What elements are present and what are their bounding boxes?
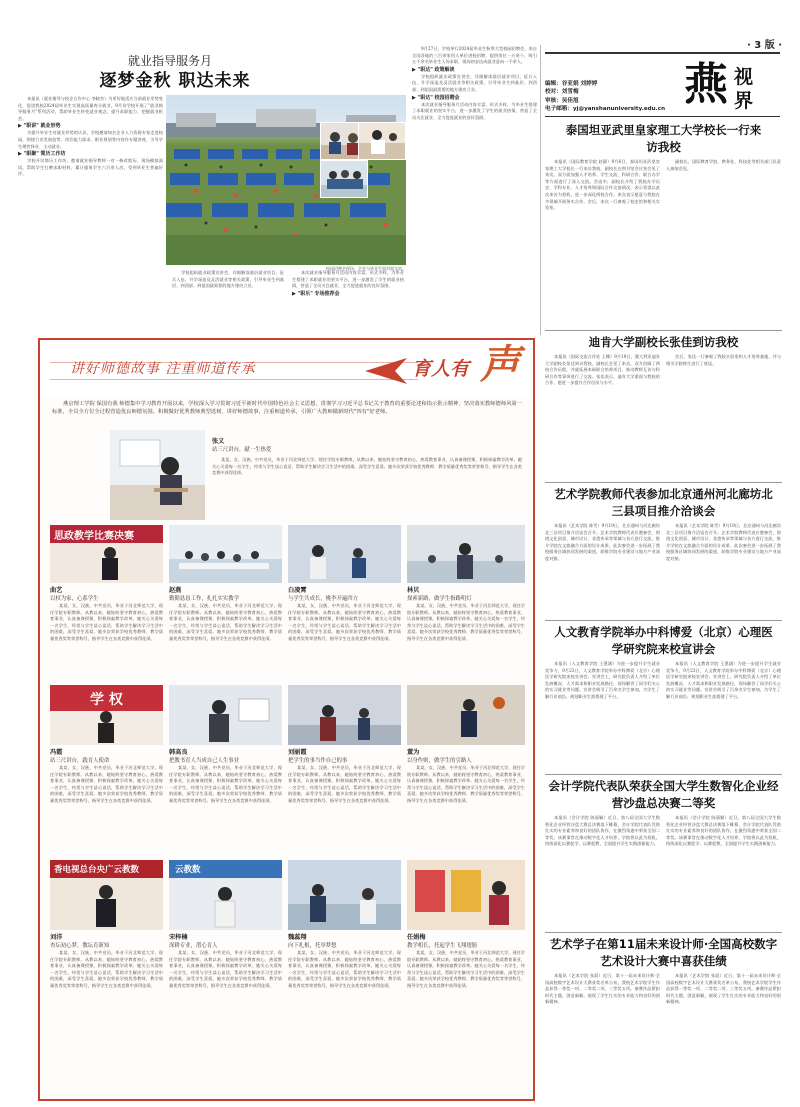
teacher-name-0: 张义 [212, 438, 225, 445]
teacher-photo-bailingxiao [288, 525, 401, 583]
top-story-col2 [172, 270, 284, 328]
teacher-motto-5: 站三尺讲台，践育人使命 [50, 758, 110, 764]
teacher-name-4: 林贝 [407, 587, 420, 594]
bullet-3: ▶ "职达" 政策解读 [412, 66, 455, 73]
teacher-name-8: 董为 [407, 749, 420, 756]
teacher-bio-2: 某某，女，汉族，中共党员，毕业于河北师范大学，现任学院专职教师。从教以来，她始终坚守教育初心，热爱教育事业，认真备课授课，积极探索教学改革。她关心关爱每一名学生，经常与学生谈心谈话，帮助学生解决学习生活中的困难，深受学生喜爱。她多次荣获学校优秀教师、教学质量优秀奖等荣誉称号，指导学生在各类竞赛中获得佳绩。 [169, 603, 282, 641]
teacher-motto-4: 探索新路，做学生指路明灯 [407, 596, 472, 602]
editor-box [545, 80, 685, 114]
teacher-motto-10: 深耕专业，潜心育人 [169, 943, 218, 949]
teacher-name-3: 白凌霄 [288, 587, 307, 594]
news-4-body-b: 本报讯（人文教育学院 王墨涵）为进一步提升学生就业竞争力，9月23日，人文教育学院举办中科博爱（北京）心理医学研究院来校宣讲会。宣讲会上，研究院负责人介绍了单位发展概况、人才需求和职业发展路径，现场解答了同学们关心的实习就业等问题。宣讲会吸引了百余名学生参加，为学生了解行业前沿、规划职业生涯搭建了平台。 [666, 661, 781, 699]
teacher-liuyang [50, 934, 163, 1080]
top-body2: 为提升毕业生对就业形势的认识，学校邀请知名企业人力资源专家走进校园，围绕行业发展趋势、岗位能力需求、职业规划等内容作专题讲座，引导学生理性择业、主动就业。 [18, 130, 163, 149]
teacher-motto-6: 把教书育人当成自己人生事业 [169, 758, 240, 764]
teacher-photo-hangaoliang [169, 685, 282, 745]
teacher-name-10: 宋梓楠 [169, 934, 188, 941]
top-body4: 9月27日，学校举行2024届毕业生秋季大型校园招聘会，来自全国各地的三百余家用人单位进校招聘，提供岗位一万余个，吸引五千余名毕业生入场求职，现场初步达成就业意向一千余人。 [412, 46, 537, 65]
teacher-motto-3: 与学生共成长，桃李开遍四方 [288, 596, 359, 602]
teacher-name-1: 曲艺 [50, 587, 63, 594]
teacher-bio-0: 某某，女，汉族，中共党员，毕业于河北师范大学，现任学院专职教师。从教以来，她始终坚守教育初心，热爱教育事业，认真备课授课，积极探索教学改革。她关心关爱每一名学生，经常与学生谈心谈话，帮助学生解决学习生活中的困难，深受学生喜爱。她多次荣获学校优秀教师、教学质量优秀奖等荣誉称号，指导学生在各类竞赛中获得佳绩。 [212, 457, 522, 476]
teacher-photo-dongwei [407, 685, 525, 745]
feature-title-left: 讲好师德故事 注重师道传承 [70, 361, 256, 377]
teacher-motto-0: 站三尺讲台，献一生热爱 [212, 447, 272, 453]
bullet-4: ▶ "职达" 校园招聘会 [412, 94, 460, 101]
teacher-motto-1: 以权为家，心系学生 [50, 596, 99, 602]
teacher-bailingxiao [288, 587, 401, 675]
photo-banner-3: 香电视总台央广云教数 [54, 865, 140, 875]
news-2-body-b: 会后，张佳一行参观了我校实验室和人才培养基地，并与相关学院师生进行了座谈。 [666, 354, 781, 366]
news-2 [545, 334, 782, 479]
teacher-name-5: 冯霞 [50, 749, 63, 756]
photo-banner-2: 学 权 [90, 692, 123, 708]
logo-char: 燕 [684, 59, 728, 110]
news-6-headline: 艺术学子在第11届未来设计师·全国高校数字艺术设计大赛中喜获佳绩 [549, 937, 778, 968]
news-5-body-a: 本报讯（会计学院 陈丽颖）近日，第八届全国大学生数智化企业经营沙盘大赛总决赛落下帷幕，会计学院代表队凭借扎实的专业素养和良好的团队协作，在激烈角逐中荣获全国二等奖。该赛事旨在推动数字化人才培养，学院将以此为契机，持续深化以赛促学、以赛促教，全面提升学生实践创新能力。 [545, 815, 660, 847]
teacher-photo-zhangyi [110, 430, 205, 520]
teacher-name-12: 任娟梅 [407, 934, 426, 941]
editor-line: 编辑：谷亚娟 刘婷婷 [545, 81, 598, 87]
teacher-bio-10: 某某，女，汉族，中共党员，毕业于河北师范大学，现任学院专职教师。从教以来，她始终坚守教育初心，热爱教育事业，认真备课授课，积极探索教学改革。她关心关爱每一名学生，经常与学生谈心谈话，帮助学生解决学习生活中的困难，深受学生喜爱。她多次荣获学校优秀教师、教学质量优秀奖等荣誉称号，指导学生在各类竞赛中获得佳绩。 [169, 950, 282, 988]
feature-title-right-big: 声 [480, 341, 520, 388]
news-2-headline: 迪肯大学副校长张佳到访我校 [588, 335, 739, 349]
logo-sub-bottom: 界 [734, 90, 754, 112]
news-1-body-a: 本报讯（国际教育学院 赵静）9月6日，泰国坦亚武里皇家理工大学校长一行来访我校，副校长在图书馆会议室会见了来宾，双方就加强人才培养、学生交流、科研合作、联合办学等方面进行了深入交流。会谈中，副校长介绍了我校办学历史、学科专业、人才培养和国际合作交流情况，表示希望以此次来访为契机，进一步深化两校合作。来宾表示愿意与我校在多领域开展务实合作。会后，来宾一行参观了校史馆和相关实验室。 [545, 159, 660, 211]
news-6 [545, 936, 782, 1096]
teacher-liulixia [288, 749, 401, 855]
news-3-body-b: 本报讯（艺术学院 陈雪）9月19日，北京通州与河北廊坊北三县项目推介洽谈会召开。艺术学院教师代表应邀参会，围绕文化创意、城市设计、非遗传承等领域与各方进行交流，推介学院在文旅融合方面的设计成果。此次参会进一步拓展了我校服务区域协同发展的渠道，助推学院专业建设与地方产业深度对接。 [666, 523, 781, 561]
top-body5: 学校组织就业政策宣讲会，详细解读基层就业项目、征兵入伍、升学深造及灵活就业等相关政策，引导毕业生到基层、到西部、到祖国最需要的地方建功立业。 [412, 73, 537, 92]
teacher-bio-6: 某某，女，汉族，中共党员，毕业于河北师范大学，现任学院专职教师。从教以来，她始终坚守教育初心，热爱教育事业，认真备课授课，积极探索教学改革。她关心关爱每一名学生，经常与学生谈心谈话，帮助学生解决学习生活中的困难，深受学生喜爱。她多次荣获学校优秀教师、教学质量优秀奖等荣誉称号，指导学生在各类竞赛中获得佳绩。 [169, 765, 282, 803]
teacher-name-6: 韩高良 [169, 749, 188, 756]
teacher-linbei [407, 587, 525, 675]
job-fair-illustration [166, 95, 406, 265]
teacher-photo-quyi [50, 525, 163, 583]
top-body1: 本报讯（就业指导与校企合作中心 李晓杰）为更好地适应当前就业形势变化，促进我校2024届毕业生实现高质量充分就业，9月份学校开展了"就业指导服务月"系列活动，帮助毕业生转变就业观念、提升求职能力、把握就业机会。 [18, 96, 163, 121]
teacher-songzinan [169, 934, 282, 1080]
teacher-photo-linbei [407, 525, 525, 583]
top-body5b: 本次就业指导服务月活动内容丰富、形式多样，为毕业生搭建了求职就业的坚实平台，进一步激发了学生的就业热情，营造了全员关注就业、全力促进就业的良好氛围。 [412, 101, 537, 120]
news-5 [545, 778, 782, 928]
teacher-bio-8: 某某，女，汉族，中共党员，毕业于河北师范大学，现任学院专职教师。从教以来，她始终坚守教育初心，热爱教育事业，认真备课授课，积极探索教学改革。她关心关爱每一名学生，经常与学生谈心谈话，帮助学生解决学习生活中的困难，深受学生喜爱。她多次荣获学校优秀教师、教学质量优秀奖等荣誉称号，指导学生在各类竞赛中获得佳绩。 [407, 765, 525, 803]
job-fair-photo [166, 95, 406, 265]
email-line: 电子邮箱：yj@yanshanuniversity.edu.cn [545, 106, 666, 113]
photo-banner-1: 思政教学比赛决赛 [54, 531, 134, 542]
teacher-name-7: 刘丽霞 [288, 749, 307, 756]
inset-photo-3 [358, 122, 406, 160]
teacher-photo-songzinan [169, 860, 282, 930]
teacher-hangaoliang [169, 749, 282, 855]
top-story-col3 [412, 46, 537, 328]
news-5-body-b: 本报讯（会计学院 陈丽颖）近日，第八届全国大学生数智化企业经营沙盘大赛总决赛落下帷幕，会计学院代表队凭借扎实的专业素养和良好的团队协作，在激烈角逐中荣获全国二等奖。该赛事旨在推动数字化人才培养，学院将以此为契机，持续深化以赛促学、以赛促教，全面提升学生实践创新能力。 [666, 815, 781, 847]
teacher-bio-1: 某某，女，汉族，中共党员，毕业于河北师范大学，现任学院专职教师。从教以来，她始终坚守教育初心，热爱教育事业，认真备课授课，积极探索教学改革。她关心关爱每一名学生，经常与学生谈心谈话，帮助学生解决学习生活中的困难，深受学生喜爱。她多次荣获学校优秀教师、教学质量优秀奖等荣誉称号，指导学生在各类竞赛中获得佳绩。 [50, 603, 163, 641]
news-1-headline: 泰国坦亚武里皇家理工大学校长一行来访我校 [565, 123, 762, 154]
top-story-col2b [292, 270, 404, 328]
teacher-motto-8: 以身作则，做学生的引路人 [407, 758, 472, 764]
teacher-bio-12: 某某，女，汉族，中共党员，毕业于河北师范大学，现任学院专职教师。从教以来，她始终坚守教育初心，热爱教育事业，认真备课授课，积极探索教学改革。她关心关爱每一名学生，经常与学生谈心谈话，帮助学生解决学习生活中的困难，深受学生喜爱。她多次荣获学校优秀教师、教学质量优秀奖等荣誉称号，指导学生在各类竞赛中获得佳绩。 [407, 950, 525, 988]
top-body3b: 学校组织就业政策宣讲会，详细解读基层就业项目、征兵入伍、升学深造及灵活就业等相关政策，引导毕业生到基层、到西部、到祖国最需要的地方建功立业。 [172, 270, 284, 289]
logo-sub-top: 视 [734, 66, 754, 88]
teacher-motto-11: 向下扎根，托举梦想 [288, 943, 337, 949]
teacher-zhaoyan [169, 587, 282, 675]
teacher-motto-12: 教学相长，托起学生飞翔翅膀 [407, 943, 478, 949]
proofreader-line: 校对：刘雪梅 [545, 89, 579, 96]
news-3 [545, 486, 782, 616]
teacher-bio-9: 某某，女，汉族，中共党员，毕业于河北师范大学，现任学院专职教师。从教以来，她始终坚守教育初心，热爱教育事业，认真备课授课，积极探索教学改革。她关心关爱每一名学生，经常与学生谈心谈话，帮助学生解决学习生活中的困难，深受学生喜爱。她多次荣获学校优秀教师、教学质量优秀奖等荣誉称号，指导学生在各类竞赛中获得佳绩。 [50, 950, 163, 988]
bullet-2: ▶ "职聚" 简历工作坊 [18, 151, 66, 158]
teacher-bio-3: 某某，女，汉族，中共党员，毕业于河北师范大学，现任学院专职教师。从教以来，她始终坚守教育初心，热爱教育事业，认真备课授课，积极探索教学改革。她关心关爱每一名学生，经常与学生谈心谈话，帮助学生解决学习生活中的困难，深受学生喜爱。她多次荣获学校优秀教师、教学质量优秀奖等荣誉称号，指导学生在各类竞赛中获得佳绩。 [288, 603, 401, 641]
news-4-body-a: 本报讯（人文教育学院 王墨涵）为进一步提升学生就业竞争力，9月23日，人文教育学院举办中科博爱（北京）心理医学研究院来校宣讲会。宣讲会上，研究院负责人介绍了单位发展概况、人才需求和职业发展路径，现场解答了同学们关心的实习就业等问题。宣讲会吸引了百余名学生参加，为学生了解行业前沿、规划职业生涯搭建了平台。 [545, 661, 660, 699]
teacher-bio-7: 某某，女，汉族，中共党员，毕业于河北师范大学，现任学院专职教师。从教以来，她始终坚守教育初心，热爱教育事业，认真备课授课，积极探索教学改革。她关心关爱每一名学生，经常与学生谈心谈话，帮助学生解决学习生活中的困难，深受学生喜爱。她多次荣获学校优秀教师、教学质量优秀奖等荣誉称号，指导学生在各类竞赛中获得佳绩。 [288, 765, 401, 803]
job-fair-caption: 校园招聘会现场，企业与毕业生面对面交流。 [326, 266, 406, 271]
teacher-fengxia [50, 749, 163, 855]
bullet-5: ▶ "职乐" 专场推荐会 [292, 290, 340, 297]
teacher-photo-liulixia [288, 685, 401, 745]
top-body3: 学校开设简历工作坊，邀请就业指导教师一对一修改简历，现场模拟面试，帮助学生打磨求职材料，累计服务学生六百余人次，受到毕业生普遍好评。 [18, 158, 163, 177]
teachers-feature [38, 338, 535, 1101]
teacher-bio-4: 某某，女，汉族，中共党员，毕业于河北师范大学，现任学院专职教师。从教以来，她始终坚守教育初心，热爱教育事业，认真备课授课，积极探索教学改革。她关心关爱每一名学生，经常与学生谈心谈话，帮助学生解决学习生活中的困难，深受学生喜爱。她多次荣获学校优秀教师、教学质量优秀奖等荣誉称号，指导学生在各类竞赛中获得佳绩。 [407, 603, 525, 641]
news-5-headline: 会计学院代表队荣获全国大学生数智化企业经营沙盘总决赛二等奖 [548, 779, 779, 810]
teacher-name-9: 刘洋 [50, 934, 63, 941]
top-story-col1 [18, 96, 163, 328]
news-6-body-a: 本报讯（艺术学院 张晨）近日，第十一届未来设计师·全国高校数字艺术设计大赛获奖名单公布，我校艺术学院学生作品获得一等奖一项、二等奖二项、三等奖五项。参赛作品紧扣时代主题，创意新颖，展现了学生扎实的专业能力和良好的创新精神。 [545, 973, 660, 1005]
top-body6: 本次就业指导服务月活动内容丰富、形式多样，为毕业生搭建了求职就业的坚实平台，进一步激发了学生的就业热情，营造了全员关注就业、全力促进就业的良好氛围。 [292, 270, 404, 289]
teacher-bio-11: 某某，女，汉族，中共党员，毕业于河北师范大学，现任学院专职教师。从教以来，她始终坚守教育初心，热爱教育事业，认真备课授课，积极探索教学改革。她关心关爱每一名学生，经常与学生谈心谈话，帮助学生解决学习生活中的困难，深受学生喜爱。她多次荣获学校优秀教师、教学质量优秀奖等荣誉称号，指导学生在各类竞赛中获得佳绩。 [288, 950, 401, 988]
section-logo [684, 56, 780, 114]
teacher-photo-fengxia [50, 685, 163, 745]
feature-title-right-small: 育人有 [412, 358, 470, 380]
news-1-body-b: 副校长，国际教育学院、教务处、科技处等相关部门负责人参加会见。 [666, 159, 781, 171]
news-1 [545, 122, 782, 240]
news-3-headline: 艺术学院教师代表参加北京通州河北廊坊北三县项目推介洽谈会 [554, 487, 773, 518]
news-4 [545, 624, 782, 769]
top-story-kicker: 就业指导服务月 [127, 54, 212, 68]
teacher-motto-7: 把学生的事当作自己的事 [288, 758, 348, 764]
teacher-photo-weiruixiang [288, 860, 401, 930]
teacher-zhangyi [212, 438, 522, 513]
teacher-photo-zhaoyan [169, 525, 282, 583]
news-6-body-b: 本报讯（艺术学院 张晨）近日，第十一届未来设计师·全国高校数字艺术设计大赛获奖名单公布，我校艺术学院学生作品获得一等奖一项、二等奖二项、三等奖五项。参赛作品紧扣时代主题，创意新颖，展现了学生扎实的专业能力和良好的创新精神。 [666, 973, 781, 1005]
feature-intro: 燕京理工学院 保国有我 师德集中学习教育开展以来，学校深入学习贯彻习近平新时代中国特色社会主义思想，贯彻学习习近平总书记关于教育的重要论述和指示批示精神，坚决落实教师德师风第一标准，全员全方位全过程营造优良师德氛围。积极做好优秀教师典型选树，讲好师德故事，注重师道传承，引领广大教师做新时代"四有"好老师。 [52, 401, 522, 415]
inset-photo-2 [320, 160, 368, 198]
teacher-name-11: 魏蕊翔 [288, 934, 307, 941]
teacher-renjuanmei [407, 934, 525, 1080]
teacher-dongwei [407, 749, 525, 855]
teacher-photo-renjuanmei [407, 860, 525, 930]
teacher-motto-2: 勤勤恳恳工作，扎扎实实教学 [169, 596, 240, 602]
bullet-1: ▶ "职讲" 就业形势 [18, 123, 61, 130]
page-number: · 3 版 · [747, 40, 782, 51]
news-2-body-a: 本报讯（国际交流合作处 王娜）9月19日，澳大利亚迪肯大学副校长张佳到访我校，副校长会见了来宾，双方回顾了两校合作历程，并就拓展本硕联合培养项目、推动教师互访与科研合作等事项进行了交流。张佳表示，迪肯大学重视与我校的合作，愿进一步提升合作层次与水平。 [545, 354, 660, 386]
teacher-photo-liuyang [50, 860, 163, 930]
feature-title-band [40, 340, 533, 398]
photo-banner-3b: 云教数 [175, 865, 201, 875]
teacher-quyi [50, 587, 163, 675]
news-4-headline: 人文教育学院举办中科博爱（北京）心理医学研究院来校宣讲会 [554, 625, 773, 656]
teacher-motto-9: 杏坛初心梦，教坛育新知 [50, 943, 110, 949]
teacher-weiruixiang [288, 934, 401, 1080]
teacher-bio-5: 某某，女，汉族，中共党员，毕业于河北师范大学，现任学院专职教师。从教以来，她始终坚守教育初心，热爱教育事业，认真备课授课，积极探索教学改革。她关心关爱每一名学生，经常与学生谈心谈话，帮助学生解决学习生活中的困难，深受学生喜爱。她多次荣获学校优秀教师、教学质量优秀奖等荣誉称号，指导学生在各类竞赛中获得佳绩。 [50, 765, 163, 803]
top-story-headline: 逐梦金秋 职达未来 [99, 71, 251, 91]
reviewer-line: 审核：吴佳旭 [545, 97, 579, 104]
teacher-name-2: 赵燕 [169, 587, 182, 594]
news-3-body-a: 本报讯（艺术学院 陈雪）9月19日，北京通州与河北廊坊北三县项目推介洽谈会召开。艺术学院教师代表应邀参会，围绕文化创意、城市设计、非遗传承等领域与各方进行交流，推介学院在文旅融合方面的设计成果。此次参会进一步拓展了我校服务区域协同发展的渠道，助推学院专业建设与地方产业深度对接。 [545, 523, 660, 561]
